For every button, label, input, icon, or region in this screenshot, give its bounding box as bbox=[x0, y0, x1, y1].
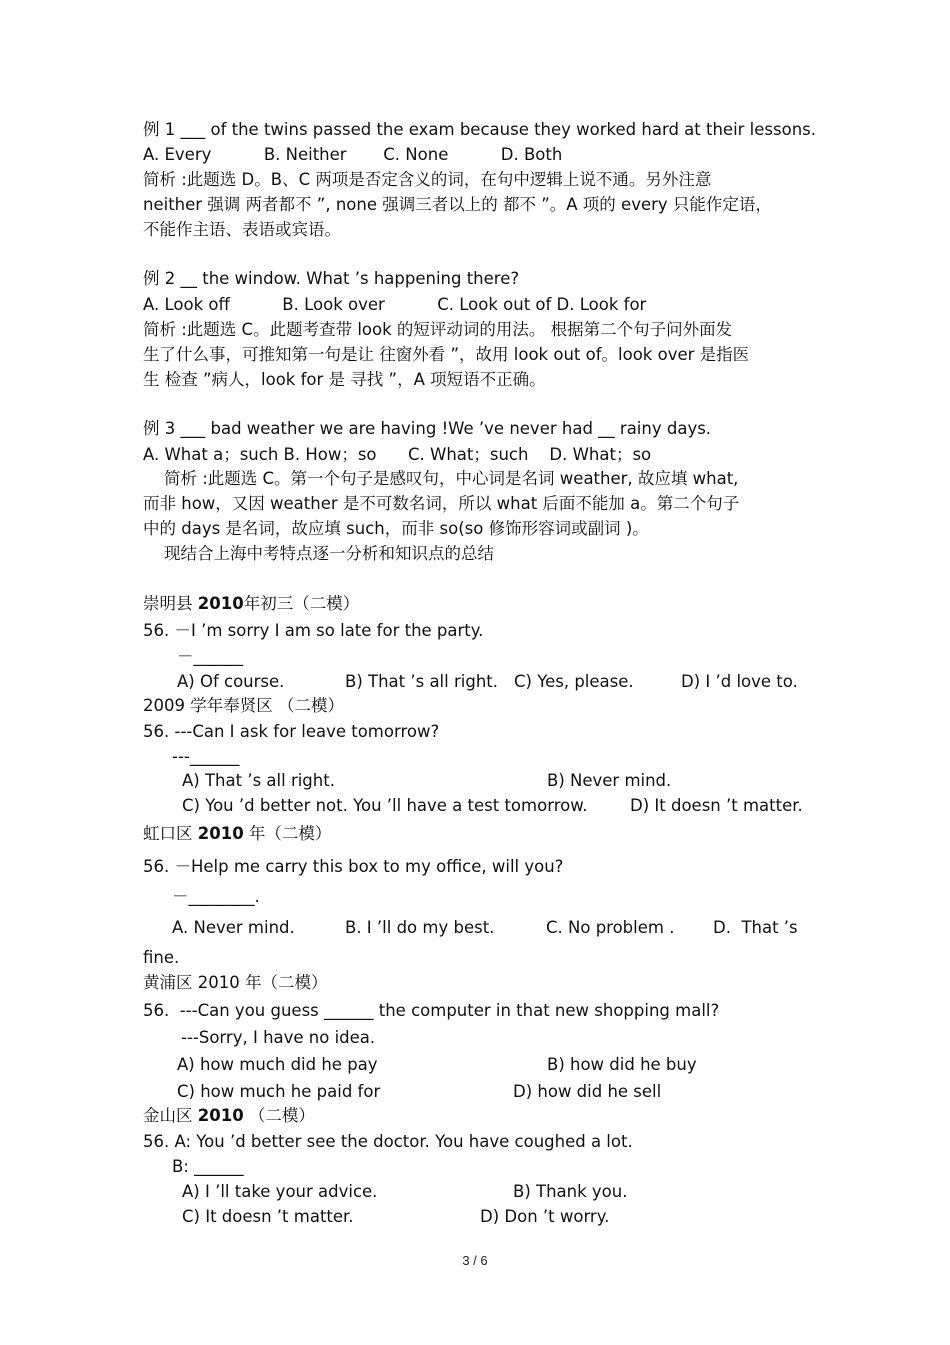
question-stem: 56. ---Can I ask for leave tomorrow? bbox=[143, 722, 440, 741]
example-3-options: A. What a；such B. How；so C. What；such D. What；so bbox=[143, 445, 652, 464]
reply-line: ---Sorry, I have no idea. bbox=[181, 1028, 376, 1047]
option-b: B) how did he buy bbox=[547, 1055, 697, 1074]
question-heading: 金山区 2010 （二模） bbox=[143, 1106, 315, 1125]
question-heading: 崇明县 2010年初三（二模） bbox=[143, 594, 360, 613]
option-c: C. No problem . bbox=[546, 918, 675, 937]
page-number: 3 / 6 bbox=[462, 1253, 488, 1268]
option-c: C) how much he paid for bbox=[177, 1082, 381, 1101]
example-3-question: 例 3 ___ bad weather we are having !We ’ve never had __ rainy days. bbox=[143, 419, 712, 438]
example-1-analysis: 不能作主语、表语或宾语。 bbox=[143, 220, 341, 239]
question-heading: 虹口区 2010 年（二模） bbox=[143, 824, 332, 843]
option-c: C) It doesn ’t matter. bbox=[182, 1207, 354, 1226]
section-intro: 现结合上海中考特点逐一分析和知识点的总结 bbox=[143, 544, 494, 563]
option-a: A. Never mind. bbox=[172, 918, 295, 937]
option-a: A) how much did he pay bbox=[177, 1055, 378, 1074]
option-b: B) That ’s all right. bbox=[345, 672, 498, 691]
option-d: D) Don ’t worry. bbox=[480, 1207, 610, 1226]
question-stem: 56. ---Can you guess ______ the computer in that new shopping mall? bbox=[143, 1001, 720, 1020]
answer-blank: －________. bbox=[172, 887, 260, 906]
example-2-analysis: 生 检查 ”病人，look for 是 寻找 ”，A 项短语不正确。 bbox=[143, 370, 546, 389]
example-3-analysis: 而非 how，又因 weather 是不可数名词，所以 what 后面不能加 a。第二个句子 bbox=[143, 494, 740, 513]
option-a: A) I ’ll take your advice. bbox=[182, 1182, 378, 1201]
option-d-continued: fine. bbox=[143, 948, 180, 967]
option-a: A) Of course. bbox=[177, 672, 285, 691]
example-2-options: A. Look off B. Look over C. Look out of D. Look for bbox=[143, 295, 647, 314]
option-b: B) Never mind. bbox=[547, 771, 672, 790]
example-1-analysis: 简析 :此题选 D。B、C 两项是否定含义的词，在句中逻辑上说不通。另外注意 bbox=[143, 170, 712, 189]
option-c: C) You ’d better not. You ’ll have a test tomorrow. bbox=[182, 796, 588, 815]
example-1-options: A. Every B. Neither C. None D. Both bbox=[143, 145, 563, 164]
example-1-analysis: neither 强调 两者都不 ”, none 强调三者以上的 都不 ”。A 项的 every 只能作定语， bbox=[143, 195, 772, 214]
example-3-analysis: 简析 :此题选 C。第一个句子是感叹句，中心词是名词 weather, 故应填 what, bbox=[143, 469, 739, 488]
example-2-question: 例 2 __ the window. What ’s happening there? bbox=[143, 269, 520, 288]
example-2-analysis: 生了什么事，可推知第一句是让 往窗外看 ”，故用 look out of。look over 是指医 bbox=[143, 345, 750, 364]
option-a: A) That ’s all right. bbox=[182, 771, 335, 790]
option-b: B) Thank you. bbox=[513, 1182, 628, 1201]
question-heading: 黄浦区 2010 年（二模） bbox=[143, 973, 328, 992]
example-3-analysis: 中的 days 是名词，故应填 such，而非 so(so 修饰形容词或副词 )。 bbox=[143, 519, 649, 538]
option-d: D) It doesn ’t matter. bbox=[630, 796, 803, 815]
example-1-question: 例 1 ___ of the twins passed the exam because they worked hard at their lessons. bbox=[143, 120, 817, 139]
option-d: D) how did he sell bbox=[513, 1082, 662, 1101]
question-stem: 56. －Help me carry this box to my office, will you? bbox=[143, 857, 564, 876]
answer-blank: －______ bbox=[177, 647, 243, 666]
option-d: D. That ’s bbox=[713, 918, 798, 937]
question-stem: 56. A: You ’d better see the doctor. You have coughed a lot. bbox=[143, 1132, 633, 1151]
question-heading: 2009 学年奉贤区 （二模） bbox=[143, 696, 344, 715]
example-2-analysis: 简析 :此题选 C。此题考查带 look 的短评动词的用法。 根据第二个句子问外面发 bbox=[143, 320, 733, 339]
option-c: C) Yes, please. bbox=[514, 672, 634, 691]
option-b: B. I ’ll do my best. bbox=[345, 918, 495, 937]
question-stem: 56. －I ’m sorry I am so late for the party. bbox=[143, 621, 484, 640]
answer-blank: ---______ bbox=[172, 747, 240, 766]
option-d: D) I ’d love to. bbox=[681, 672, 798, 691]
answer-blank: B: ______ bbox=[172, 1157, 244, 1176]
